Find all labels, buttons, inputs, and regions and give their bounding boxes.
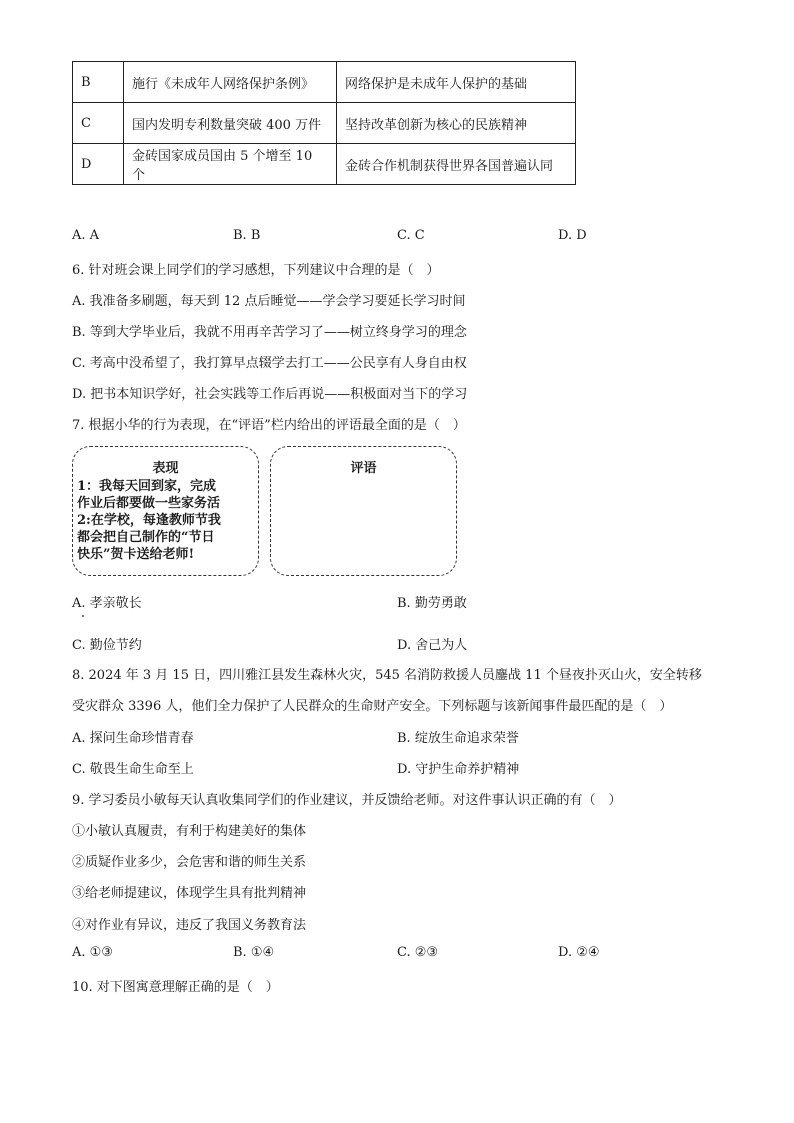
- q9-item-4: ④对作业有异议，违反了我国义务教育法: [72, 918, 307, 933]
- table-cell-event: 国内发明专利数量突破 400 万件: [124, 103, 337, 144]
- q9-option-c[interactable]: C. ②③: [397, 945, 439, 960]
- table-cell-event: 施行《未成年人网络保护条例》: [124, 62, 337, 103]
- stray-mark: [82, 615, 84, 617]
- q6-option-b[interactable]: B. 等到大学毕业后，我就不用再辛苦学习了——树立终身学习的理念: [72, 325, 467, 340]
- table-cell-meaning: 金砖合作机制获得世界各国普遍认同: [337, 144, 576, 185]
- q8-option-a[interactable]: A. 探问生命珍惜青春: [72, 731, 194, 746]
- behavior-line: 都会把自己制作的“节日: [77, 530, 215, 545]
- behavior-box-title: 表现: [152, 461, 179, 476]
- q9-option-b[interactable]: B. ①④: [233, 945, 275, 960]
- q9-option-d[interactable]: D. ②④: [558, 945, 600, 960]
- comment-box-title: 评语: [350, 461, 377, 476]
- q9-stem: 9. 学习委员小敏每天认真收集同学们的作业建议，并反馈给老师。对这件事认识正确的有（ ）: [72, 793, 622, 808]
- table-row: [73, 62, 576, 103]
- q9-item-2: ②质疑作业多少，会危害和谐的师生关系: [72, 855, 307, 870]
- table-row: [73, 103, 576, 144]
- q8-stem-line2: 受灾群众 3396 人，他们全力保护了人民群众的生命财产安全。下列标题与该新闻事件最匹配的是（ ）: [72, 699, 673, 714]
- q5-option-c[interactable]: C. C: [397, 228, 425, 243]
- q7-option-b[interactable]: B. 勤劳勇敢: [397, 596, 467, 611]
- q9-option-a[interactable]: A. ①③: [72, 945, 113, 960]
- table-cell-meaning: 坚持改革创新为核心的民族精神: [337, 103, 576, 144]
- q7-option-d[interactable]: D. 舍己为人: [397, 638, 468, 653]
- q6-option-a[interactable]: A. 我准备多刷题，每天到 12 点后睡觉——学会学习要延长学习时间: [72, 294, 466, 309]
- q9-item-3: ③给老师提建议，体现学生具有批判精神: [72, 886, 307, 901]
- q7-option-a[interactable]: A. 孝亲敬长: [72, 596, 142, 611]
- table-cell-meaning: 网络保护是未成年人保护的基础: [337, 62, 576, 103]
- q6-stem: 6. 针对班会课上同学们的学习感想，下列建议中合理的是（ ）: [72, 263, 440, 278]
- q7-option-c[interactable]: C. 勤俭节约: [72, 638, 142, 653]
- table-cell-letter: B: [73, 62, 124, 103]
- q7-stem: 7. 根据小华的行为表现，在“评语”栏内给出的评语最全面的是（ ）: [72, 418, 466, 433]
- comment-box: [270, 446, 457, 576]
- behavior-line: 快乐”贺卡送给老师!: [77, 547, 195, 562]
- behavior-line: 1：我每天回到家，完成: [77, 479, 217, 494]
- q10-stem: 10. 对下图寓意理解正确的是（ ）: [72, 980, 279, 995]
- q8-option-b[interactable]: B. 绽放生命追求荣誉: [397, 731, 519, 746]
- behavior-line: 作业后都要做一些家务活: [77, 496, 221, 511]
- q5-option-b[interactable]: B. B: [233, 228, 261, 243]
- q8-option-d[interactable]: D. 守护生命养护精神: [397, 762, 520, 777]
- behavior-box: [72, 446, 259, 576]
- answer-table: [72, 61, 576, 185]
- q6-option-d[interactable]: D. 把书本知识学好，社会实践等工作后再说——积极面对当下的学习: [72, 387, 468, 402]
- table-row: [73, 144, 576, 185]
- table-cell-letter: D: [73, 144, 124, 185]
- behavior-line: 2:在学校，每逢教师节我: [77, 513, 221, 528]
- q5-option-d[interactable]: D. D: [558, 228, 587, 243]
- q5-option-a[interactable]: A. A: [72, 228, 100, 243]
- q8-stem-line1: 8. 2024 年 3 月 15 日，四川雅江县发生森林火灾，545 名消防救援人员鏖战 11 个昼夜扑灭山火，安全转移: [72, 668, 702, 683]
- q9-item-1: ①小敏认真履责，有利于构建美好的集体: [72, 824, 307, 839]
- table-cell-letter: C: [73, 103, 124, 144]
- table-cell-event: 金砖国家成员国由 5 个增至 10 个: [124, 144, 337, 185]
- q8-option-c[interactable]: C. 敬畏生命生命至上: [72, 762, 194, 777]
- q6-option-c[interactable]: C. 考高中没希望了，我打算早点辍学去打工——公民享有人身自由权: [72, 356, 467, 371]
- behavior-box-body: [73, 476, 258, 563]
